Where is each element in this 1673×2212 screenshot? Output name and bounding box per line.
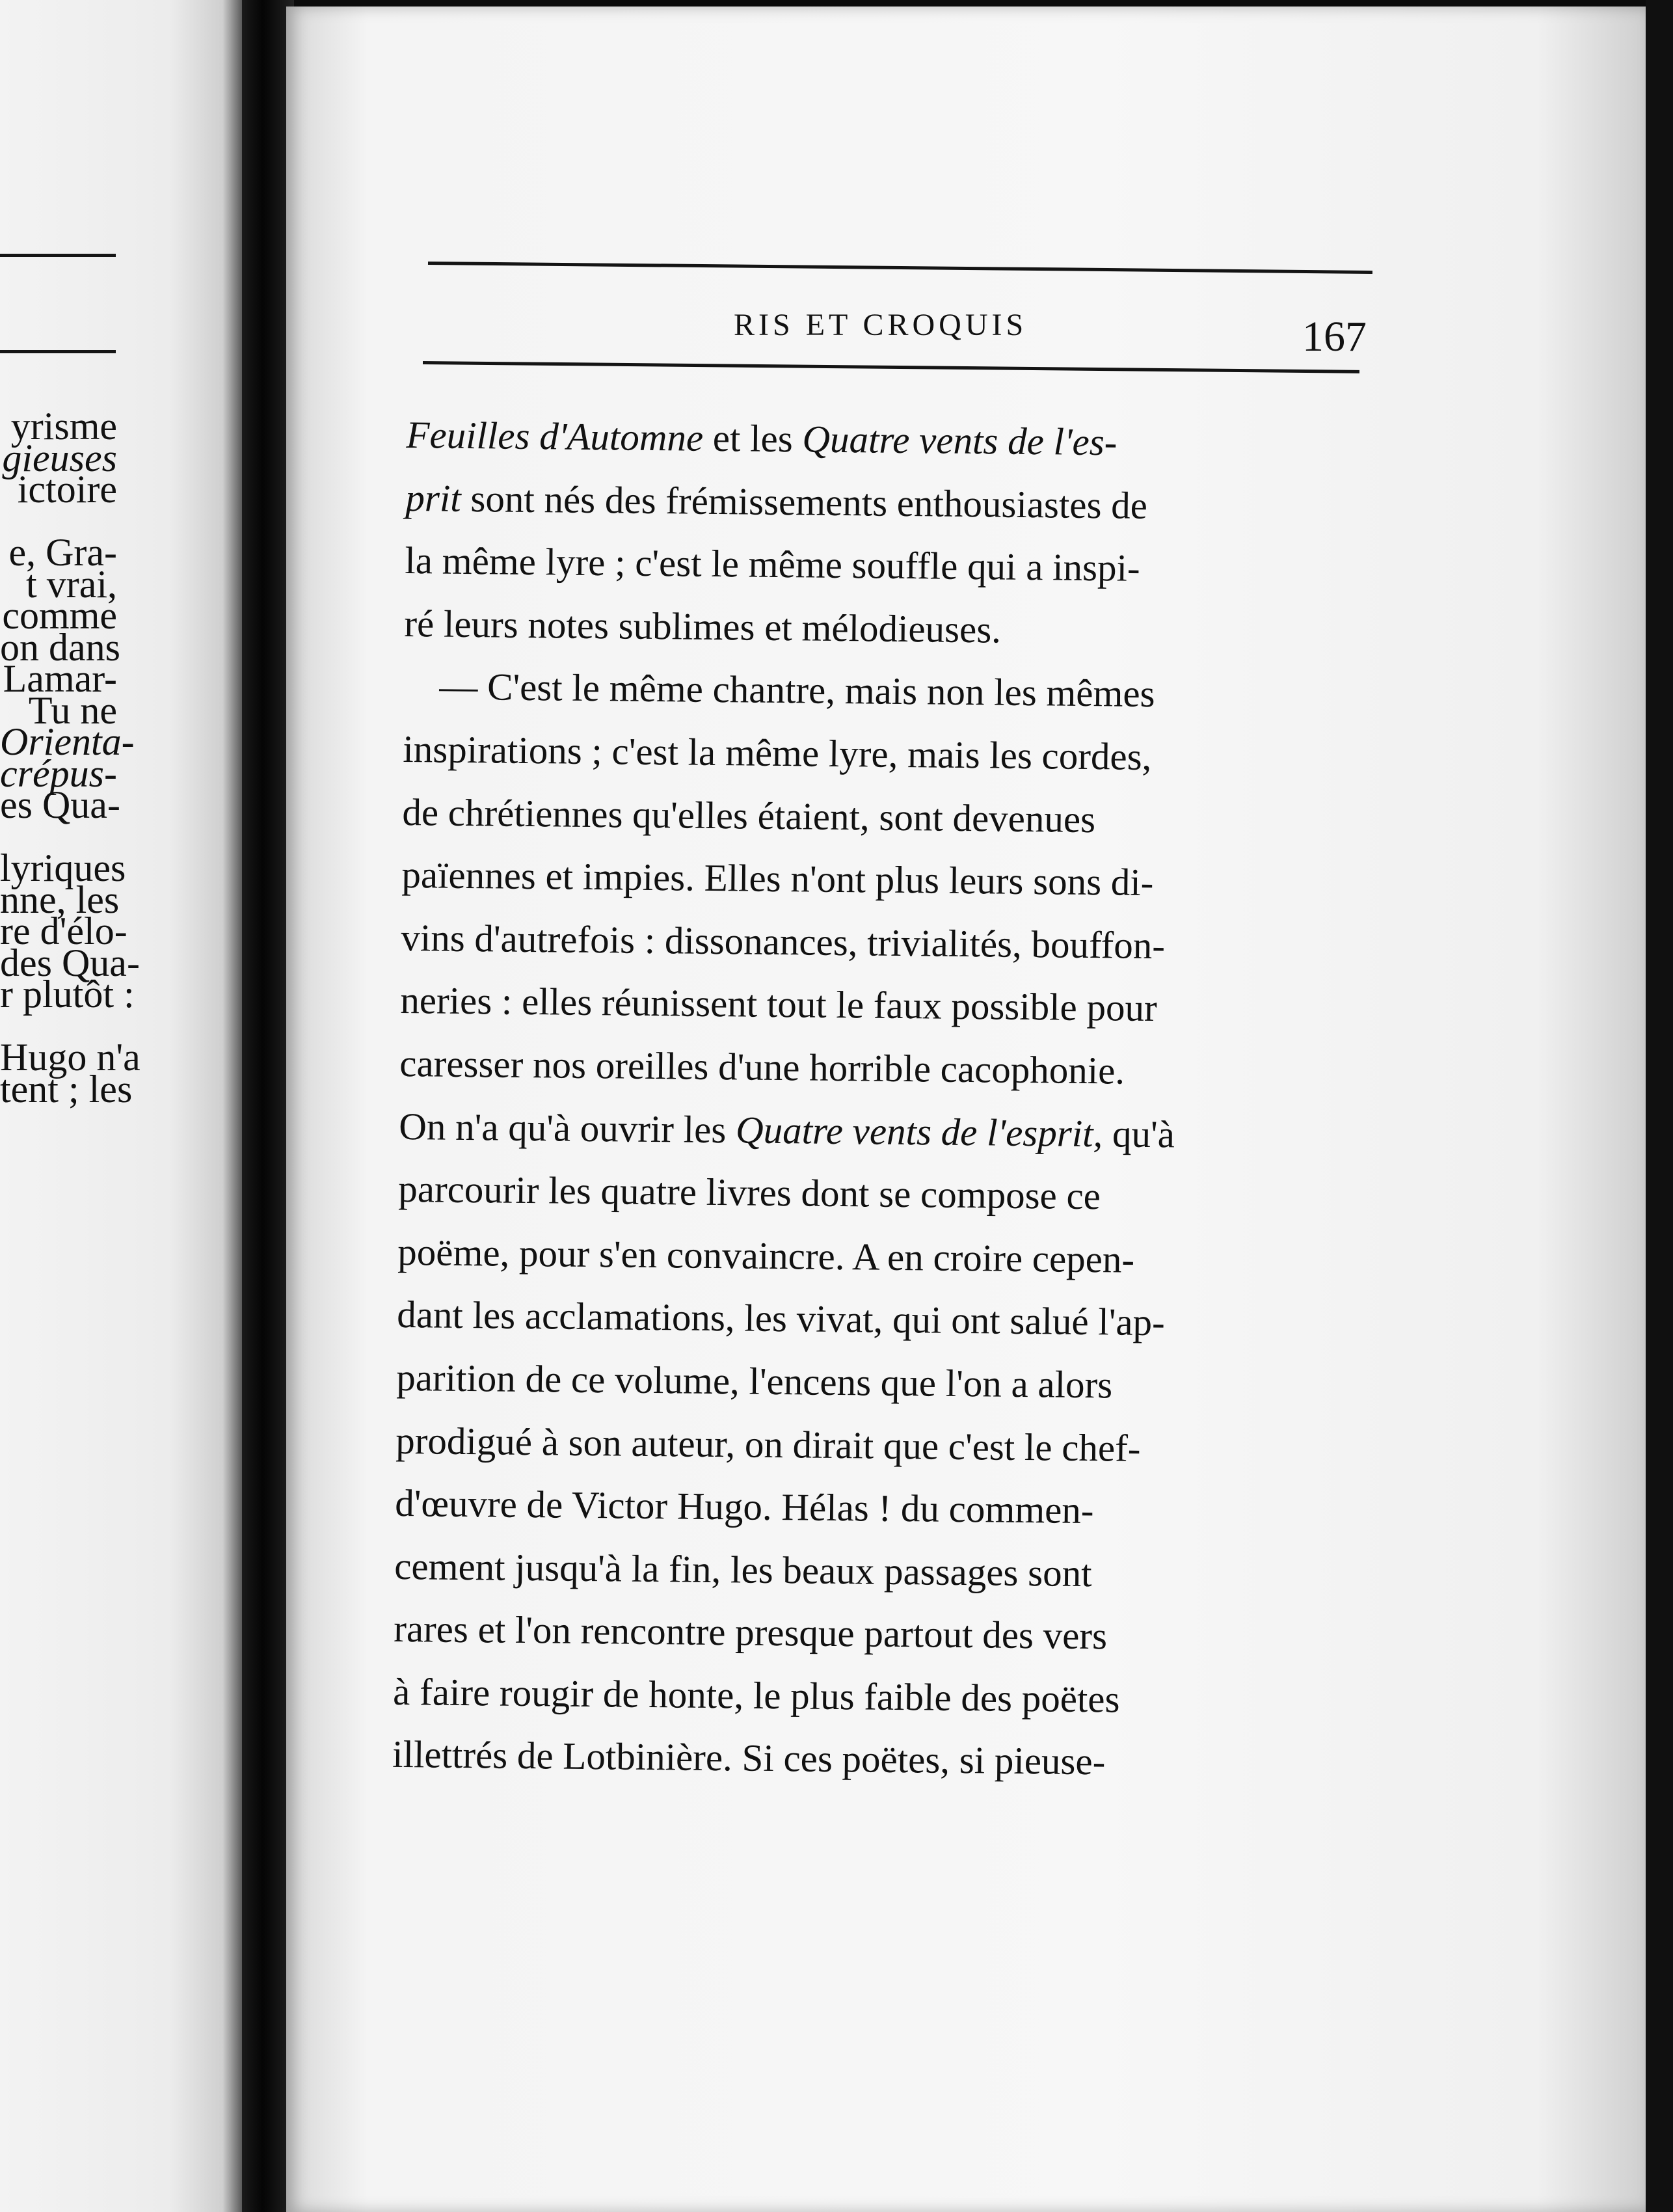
left-page-line: Lamar- (3, 657, 117, 700)
text-span: cement jusqu'à la fin, les beaux passages sont (394, 1544, 1092, 1595)
left-page-line: nne, les (0, 878, 120, 921)
page-edge-shadow (1646, 0, 1673, 2212)
text-line (399, 1032, 1356, 1105)
text-span: païennes et impies. Elles n'ont plus leurs sons di- (401, 853, 1154, 904)
text-line (397, 1283, 1354, 1356)
text-line (394, 1535, 1351, 1608)
left-page-line: yrisme (10, 405, 117, 448)
text-line (392, 1723, 1349, 1796)
italic-title-span: prit (405, 476, 462, 520)
left-page-line: Tu ne (28, 688, 117, 732)
text-line (404, 592, 1361, 665)
text-span: parition de ce volume, l'encens que l'on a alors (395, 1355, 1113, 1407)
text-span: et les (712, 416, 794, 461)
text-span: la même lyre ; c'est le même souffle qui a inspi- (405, 539, 1140, 590)
body-text (392, 403, 1363, 1796)
text-span: vins d'autrefois : dissonances, trivialités, bouffon- (401, 915, 1166, 967)
left-page-line: r plutôt : (0, 973, 135, 1016)
italic-title-span: Quatre vents de l'es- (802, 417, 1118, 464)
left-page-line: tent ; les (0, 1067, 133, 1111)
text-span: — C'est le même chantre, mais non les mêmes (439, 664, 1155, 716)
text-line (393, 1660, 1350, 1733)
text-span: à faire rougir de honte, le plus faible des poëtes (392, 1669, 1120, 1721)
left-facing-page (0, 0, 242, 2212)
running-head: RIS ET CROQUIS (734, 308, 1028, 342)
text-line (399, 1094, 1356, 1167)
text-span: caresser nos oreilles d'une horrible cacophonie. (399, 1041, 1125, 1092)
text-span: de chrétiennes qu'elles étaient, sont devenues (402, 790, 1096, 841)
left-page-line: crépus- (0, 751, 117, 795)
text-line (398, 1157, 1355, 1230)
left-page-rule-top (0, 254, 116, 257)
text-line (394, 1597, 1350, 1670)
left-page-line: re d'élo- (0, 910, 127, 952)
text-span: ré leurs notes sublimes et mélodieuses. (404, 601, 1002, 651)
text-span: rares et l'on rencontre presque partout des vers (393, 1607, 1108, 1658)
page-number: 167 (1302, 313, 1367, 360)
text-span: neries : elles réunissent tout le faux possible pour (400, 978, 1158, 1030)
text-line (395, 1409, 1352, 1481)
left-page-line: e, Gra- (8, 531, 117, 574)
italic-title-span: Feuilles d'Automne (406, 412, 704, 459)
text-line (406, 403, 1363, 476)
left-page-line: lyriques (0, 846, 126, 889)
text-span: poëme, pour s'en convaincre. A en croire cepen- (397, 1230, 1135, 1281)
text-span: parcourir les quatre livres dont se compose ce (398, 1167, 1101, 1218)
text-span: inspirations ; c'est la même lyre, mais les cordes, (403, 727, 1152, 778)
left-page-line: on dans (0, 625, 120, 669)
left-page-line: gieuses (2, 436, 117, 479)
text-span: On n'a qu'à ouvrir les (399, 1104, 727, 1151)
left-page-line: ictoire (17, 468, 117, 511)
left-page-line: t vrai, (26, 562, 117, 606)
text-span: sont nés des frémissements enthousiastes de (470, 476, 1148, 527)
text-line (402, 781, 1359, 854)
left-page-line: des Qua- (0, 941, 140, 984)
text-line (403, 718, 1359, 790)
left-page-rule-bottom (0, 350, 116, 353)
text-line (405, 529, 1361, 602)
text-span: d'œuvre de Victor Hugo. Hélas ! du commen- (394, 1481, 1094, 1532)
text-line (401, 906, 1358, 979)
left-page-line: Orienta- (0, 720, 135, 763)
left-page-line: es Qua- (0, 783, 120, 826)
text-line (395, 1472, 1352, 1544)
text-line (401, 843, 1358, 916)
text-line (400, 969, 1357, 1042)
left-page-line: comme (2, 594, 117, 637)
text-line (397, 1221, 1354, 1293)
text-span: dant les acclamations, les vivat, qui ont salué l'ap- (396, 1293, 1166, 1344)
text-span: illettrés de Lotbinière. Si ces poëtes, si pieuse- (392, 1733, 1106, 1783)
text-span: prodigué à son auteur, on dirait que c'est le chef- (395, 1418, 1141, 1470)
left-page-line: Hugo n'a (0, 1036, 141, 1079)
text-span: qu'à (1112, 1111, 1175, 1155)
text-line (403, 654, 1360, 727)
italic-title-span: Quatre vents de l'esprit, (735, 1107, 1103, 1155)
text-line (396, 1346, 1353, 1419)
text-line (405, 466, 1362, 539)
